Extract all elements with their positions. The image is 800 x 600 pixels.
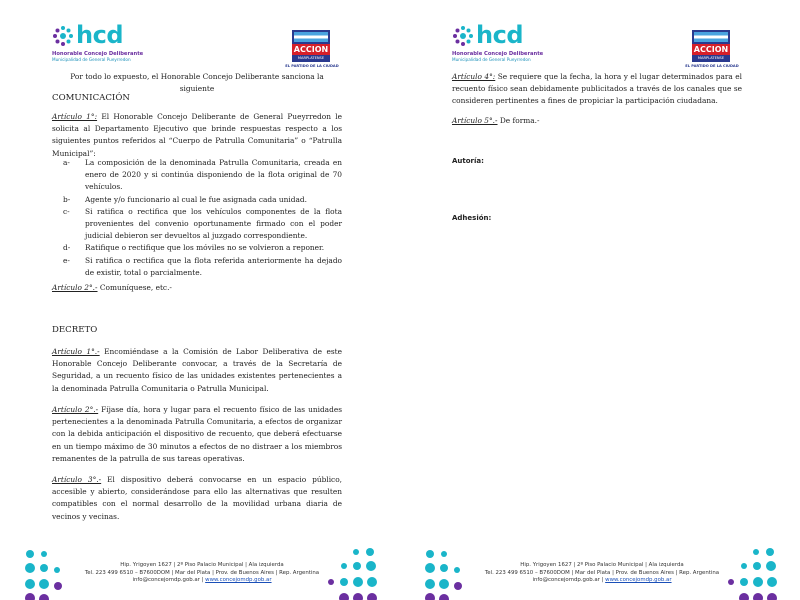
comunicacion-title: COMUNICACIÓN [52,93,130,103]
article-label: Artículo 4°: [452,72,496,81]
accion-logo-box [292,30,330,62]
article-text: Se requiere que la fecha, la hora y el lugar determinados para el recuento físico sean debidamente publicitados a través de los canales que se consideren pertinentes a fines de propiciar la participación ciudadana. [452,72,742,106]
list-item-letter: b- [63,194,71,204]
list-item [52,157,342,194]
article-text: El Honorable Concejo Deliberante de General Pueyrredon le solicita al Departamento Ejecutivo que brinde respuestas respecto a los siguientes puntos referidos al “Cuerpo de Patrulla Comunitaria” o “Patrulla Municipal”: [52,112,343,158]
hcd-logo [452,21,552,64]
decreto-heading-block [52,324,342,336]
comunicacion-article-1 [52,111,342,160]
article-text: El dispositivo deberá convocarse en un espacio público, accesible y abierto, considerándose para ello las alternativas que resulten compatibles con el normal desarrollo de la movilidad urbana diaria de vecinos y vecinas. [52,475,342,521]
accion-logo-box [692,30,730,62]
footer-links [472,577,732,585]
decreto-title: DECRETO [52,325,98,335]
list-item-text: Si ratifica o rectifica que los vehículos componentes de la flota provenientes del convenio oportunamente firmado con el poder judicial debieron ser devueltos al juzgado correspondiente. [85,206,342,241]
accion-city: MARPLATENSE [697,56,725,60]
hcd-dots-icon [52,25,74,47]
accion-city: MARPLATENSE [297,56,325,60]
footer-address: Hip. Yrigoyen 1627 | 2º Piso Palacio Municipal | Ala izquierda [520,562,684,568]
hcd-municipality-line: Municipalidad de General Pueyrredon [52,57,131,62]
adhesion-label: Adhesión: [452,214,492,222]
decorative-dots-icon [722,544,778,600]
article-paragraph [52,404,342,465]
footer-email: info@concejomdp.gob.ar [132,577,200,584]
accion-name: ACCION [693,45,729,54]
list-item-text: Si ratifica o rectifica que la flota referida anteriormente ha dejado de existir, total o parcialmente. [85,255,342,277]
accion-tagline: EL PARTIDO DE LA CIUDAD [685,64,739,68]
footer-website-link[interactable]: www.concejomdp.gob.ar [205,577,272,584]
decreto-article-2 [52,404,342,465]
footer-phone: Tel. 223 499 6510 – B7600DOM | Mar del Plata | Prov. de Buenos Aires | Rep. Argentina [484,569,720,576]
autoria-label: Autoría: [452,157,484,165]
article-label: Artículo 2°.- [52,283,98,292]
decorative-dots-icon [22,544,72,600]
list-item [52,194,342,206]
adhesion-section [452,212,742,224]
article-label: Artículo 3°.- [52,475,102,484]
list-item-letter: c- [63,206,70,216]
hcd-dots-icon [452,25,474,47]
accion-marplatense-logo [285,30,339,70]
footer-phone: Tel. 223 499 6510 – B7600DOM | Mar del Plata | Prov. de Buenos Aires | Rep. Argentina [84,569,320,576]
questions-list [52,157,342,279]
article-paragraph [452,71,742,108]
intro-sentence: Por todo lo expuesto, el Honorable Concejo Deliberante sanciona la siguiente [70,72,324,94]
article-label: Artículo 2°.- [52,405,99,414]
footer-links [72,577,332,585]
accion-name: ACCION [293,45,329,54]
list-item-letter: d- [63,243,71,253]
document-page-2 [400,0,800,600]
hcd-name-line: Honorable Concejo Deliberante [452,51,544,57]
article-label: Artículo 1°: [52,112,98,121]
footer-email: info@concejomdp.gob.ar [532,577,600,584]
article-paragraph [52,282,342,294]
footer-website-link[interactable]: www.concejomdp.gob.ar [605,577,672,584]
article-label: Artículo 5°.- [452,116,498,125]
list-item-letter: a- [63,158,70,167]
list-item [52,242,342,254]
list-item-text: Ratifique o rectifique que los móviles no se volvieron a reponer. [85,243,325,253]
list-item [52,255,342,279]
article-paragraph [52,111,342,160]
article-text: Comuníquese, etc.- [97,283,172,292]
list-item [52,206,342,243]
footer-separator: | [599,577,606,584]
footer-contact [72,562,332,585]
article-4 [452,71,742,108]
article-5 [452,115,742,127]
footer-address: Hip. Yrigoyen 1627 | 2º Piso Palacio Municipal | Ala izquierda [120,562,284,568]
flag-icon [694,32,728,42]
article-paragraph [52,346,342,395]
hcd-name-line: Honorable Concejo Deliberante [52,51,144,57]
footer-contact [472,562,732,585]
page-footer [0,540,400,600]
accion-marplatense-logo [685,30,739,70]
decreto-article-1 [52,346,342,395]
article-paragraph [52,474,342,523]
autoria-section [452,155,742,167]
article-paragraph [452,115,742,127]
decorative-dots-icon [322,544,378,600]
decreto-article-3 [52,474,342,523]
comunicacion-heading-block [52,92,342,104]
list-item-text: La composición de la denominada Patrulla Comunitaria, creada en enero de 2020 y si continúa disponiendo de la flota original de 70 vehículos. [85,158,342,192]
footer-separator: | [199,577,206,584]
flag-icon [294,32,328,42]
hcd-logo [52,21,152,64]
hcd-brand-text: hcd [476,21,523,49]
hcd-brand-text: hcd [76,21,123,49]
decorative-dots-icon [422,544,472,600]
hcd-municipality-line: Municipalidad de General Pueyrredon [452,57,531,62]
list-item-letter: e- [63,255,70,265]
article-text: Fíjase día, hora y lugar para el recuento físico de las unidades pertenecientes a la denominada Patrulla Comunitaria, a efectos de organizar con la debida anticipación el dispositivo de recuento, que deberá efectuarse en un tiempo máximo de 30 minutos a efectos de no distraer a los miembros remanentes de la patrulla de sus tareas operativas. [52,405,342,463]
list-item-text: Agente y/o funcionario al cual le fue asignada cada unidad. [85,194,307,204]
accion-tagline: EL PARTIDO DE LA CIUDAD [285,64,339,68]
article-label: Artículo 1°.- [52,347,100,356]
article-text: De forma.- [497,116,540,125]
article-text: Encomiéndase a la Comisión de Labor Deliberativa de este Honorable Concejo Deliberante convocar, a través de la Secretaría de Seguridad, a un recuento físico de las unidades existentes pertenecientes a la denominada Patrulla Comunitaria o Patrulla Municipal. [52,347,343,393]
page-footer [400,540,800,600]
comunicacion-article-2 [52,282,342,294]
